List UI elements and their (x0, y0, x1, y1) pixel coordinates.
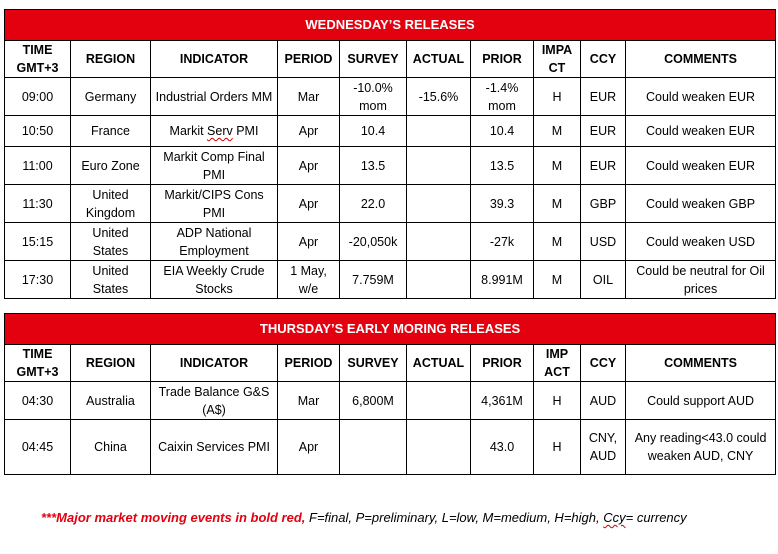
header-period: PERIOD (278, 41, 340, 78)
cell-survey: 10.4 (340, 116, 407, 147)
table-row (5, 116, 776, 147)
cell-region: France (71, 116, 151, 147)
cell-time: 10:50 (5, 116, 71, 147)
cell-comments: Could weaken GBP (626, 185, 776, 223)
spellcheck-word: Serv (207, 124, 233, 138)
cell-period: Apr (278, 116, 340, 147)
table-row (5, 78, 776, 116)
section-title: THURSDAY’S EARLY MORING RELEASES (5, 314, 776, 345)
cell-ccy: EUR (581, 116, 626, 147)
cell-ccy: AUD (581, 382, 626, 420)
cell-time: 04:45 (5, 420, 71, 475)
cell-indicator (151, 116, 278, 147)
cell-region: Germany (71, 78, 151, 116)
cell-survey (340, 420, 407, 475)
spellcheck-word: Ccy (603, 510, 626, 525)
header-actual: ACTUAL (407, 41, 471, 78)
footnote-legend (41, 508, 741, 527)
cell-time: 04:30 (5, 382, 71, 420)
footnote-text: F=final, P=preliminary, L=low, M=medium, H=high, (305, 510, 604, 525)
wednesday-releases-table (4, 9, 776, 299)
table-row (5, 147, 776, 185)
table-row (5, 420, 776, 475)
cell-time: 09:00 (5, 78, 71, 116)
header-comments: COMMENTS (626, 345, 776, 382)
cell-actual (407, 147, 471, 185)
table-row (5, 223, 776, 261)
cell-comments: Any reading<43.0 could weaken AUD, CNY (626, 420, 776, 475)
cell-period: Apr (278, 185, 340, 223)
cell-time: 11:30 (5, 185, 71, 223)
footnote-highlight: ***Major market moving events in bold red, (41, 510, 306, 525)
header-region: REGION (71, 345, 151, 382)
cell-indicator: EIA Weekly Crude Stocks (151, 261, 278, 299)
cell-comments: Could weaken USD (626, 223, 776, 261)
cell-prior: -27k (471, 223, 534, 261)
cell-prior: 8.991M (471, 261, 534, 299)
cell-survey: 13.5 (340, 147, 407, 185)
cell-period: Mar (278, 382, 340, 420)
cell-impact: H (534, 420, 581, 475)
header-survey: SURVEY (340, 41, 407, 78)
cell-prior: 13.5 (471, 147, 534, 185)
header-ccy: CCY (581, 345, 626, 382)
cell-indicator: ADP National Employment (151, 223, 278, 261)
header-time: TIME GMT+3 (5, 345, 71, 382)
cell-comments: Could weaken EUR (626, 78, 776, 116)
header-impact: IMPA CT (534, 41, 581, 78)
cell-time: 15:15 (5, 223, 71, 261)
footnote-text: = currency (625, 510, 687, 525)
cell-period: Mar (278, 78, 340, 116)
cell-impact: M (534, 261, 581, 299)
header-actual: ACTUAL (407, 345, 471, 382)
header-region: REGION (71, 41, 151, 78)
cell-ccy: GBP (581, 185, 626, 223)
cell-region: United Kingdom (71, 185, 151, 223)
cell-comments: Could support AUD (626, 382, 776, 420)
header-prior: PRIOR (471, 345, 534, 382)
header-ccy: CCY (581, 41, 626, 78)
cell-region: United States (71, 223, 151, 261)
cell-impact: H (534, 78, 581, 116)
cell-time: 17:30 (5, 261, 71, 299)
cell-prior: -1.4% mom (471, 78, 534, 116)
cell-indicator: Caixin Services PMI (151, 420, 278, 475)
cell-actual (407, 223, 471, 261)
cell-prior: 43.0 (471, 420, 534, 475)
header-row (5, 41, 776, 78)
cell-survey: 22.0 (340, 185, 407, 223)
cell-ccy: OIL (581, 261, 626, 299)
thursday-releases-table (4, 313, 776, 475)
table-row (5, 261, 776, 299)
header-impact: IMP ACT (534, 345, 581, 382)
cell-comments: Could weaken EUR (626, 147, 776, 185)
header-row (5, 345, 776, 382)
cell-prior: 10.4 (471, 116, 534, 147)
cell-comments: Could weaken EUR (626, 116, 776, 147)
header-survey: SURVEY (340, 345, 407, 382)
header-prior: PRIOR (471, 41, 534, 78)
cell-impact: M (534, 116, 581, 147)
cell-prior: 4,361M (471, 382, 534, 420)
cell-period: 1 May, w/e (278, 261, 340, 299)
cell-actual (407, 382, 471, 420)
cell-impact: H (534, 382, 581, 420)
header-period: PERIOD (278, 345, 340, 382)
cell-actual (407, 420, 471, 475)
cell-survey: -20,050k (340, 223, 407, 261)
cell-actual (407, 116, 471, 147)
cell-indicator: Industrial Orders MM (151, 78, 278, 116)
header-indicator: INDICATOR (151, 41, 278, 78)
section-title: WEDNESDAY’S RELEASES (5, 10, 776, 41)
cell-ccy: EUR (581, 147, 626, 185)
cell-indicator: Markit/CIPS Cons PMI (151, 185, 278, 223)
cell-actual (407, 185, 471, 223)
cell-indicator: Trade Balance G&S (A$) (151, 382, 278, 420)
cell-region: United States (71, 261, 151, 299)
cell-ccy: EUR (581, 78, 626, 116)
cell-impact: M (534, 223, 581, 261)
table-row (5, 185, 776, 223)
header-time: TIME GMT+3 (5, 41, 71, 78)
indicator-text: PMI (232, 124, 259, 138)
cell-time: 11:00 (5, 147, 71, 185)
cell-period: Apr (278, 147, 340, 185)
cell-survey: 7.759M (340, 261, 407, 299)
cell-actual (407, 261, 471, 299)
cell-impact: M (534, 147, 581, 185)
header-comments: COMMENTS (626, 41, 776, 78)
cell-indicator: Markit Comp Final PMI (151, 147, 278, 185)
cell-survey: -10.0% mom (340, 78, 407, 116)
cell-period: Apr (278, 420, 340, 475)
cell-comments: Could be neutral for Oil prices (626, 261, 776, 299)
cell-ccy: CNY, AUD (581, 420, 626, 475)
indicator-text: Markit (169, 124, 208, 138)
table-row (5, 382, 776, 420)
cell-survey: 6,800M (340, 382, 407, 420)
cell-ccy: USD (581, 223, 626, 261)
header-indicator: INDICATOR (151, 345, 278, 382)
cell-impact: M (534, 185, 581, 223)
cell-region: Australia (71, 382, 151, 420)
cell-prior: 39.3 (471, 185, 534, 223)
cell-region: Euro Zone (71, 147, 151, 185)
cell-period: Apr (278, 223, 340, 261)
cell-actual: -15.6% (407, 78, 471, 116)
cell-region: China (71, 420, 151, 475)
